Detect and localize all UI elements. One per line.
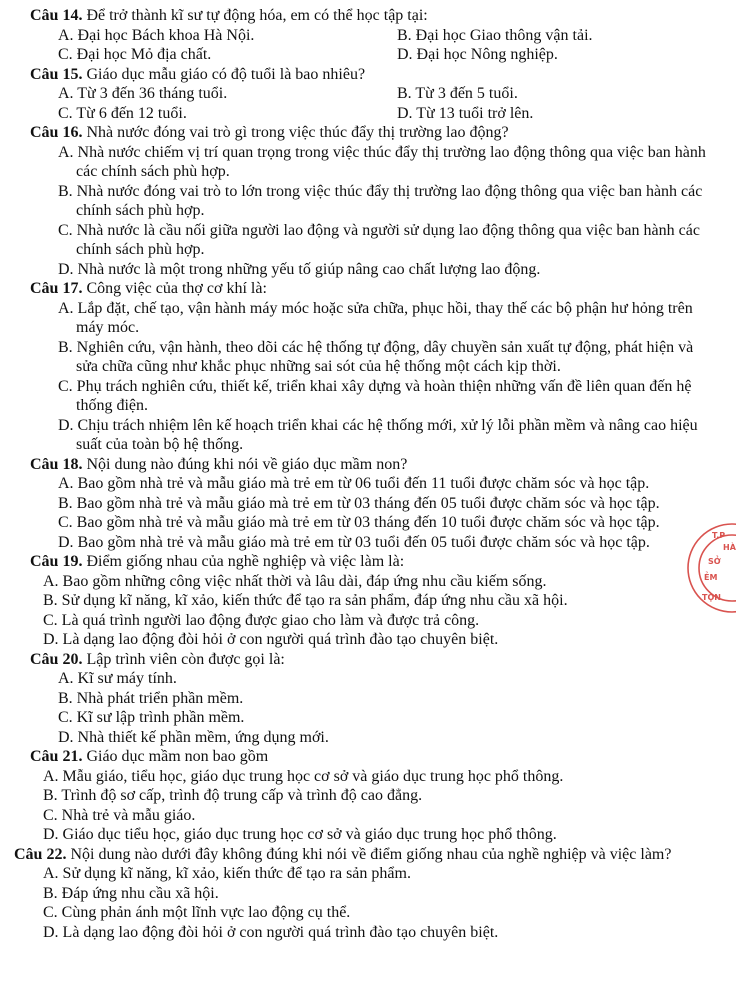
question-15 [0, 65, 736, 124]
question-number: Câu 14. [30, 7, 83, 24]
option-d: D. Giáo dục tiểu học, giáo dục trung học cơ sở và giáo dục trung học phổ thông. [43, 826, 557, 843]
question-number: Câu 16. [30, 124, 83, 141]
option-a: A. Sử dụng kĩ năng, kĩ xảo, kiến thức để tạo ra sản phẩm. [43, 865, 411, 882]
question-text: Để trở thành kĩ sư tự động hóa, em có thể học tập tại: [86, 7, 428, 24]
option-b: B. Từ 3 đến 5 tuổi. [397, 85, 518, 102]
question-text: Nhà nước đóng vai trò gì trong việc thúc đẩy thị trường lao động? [86, 124, 509, 141]
option-d: D. Chịu trách nhiệm lên kế hoạch triển khai các hệ thống mới, xử lý lỗi phần mềm và nâng cao hiệu suất của toàn bộ hệ thống. [58, 416, 698, 453]
stamp-text-right: HÀ [723, 543, 736, 552]
option-c: C. Nhà trẻ và mẫu giáo. [43, 806, 196, 824]
option-a: A. Nhà nước chiếm vị trí quan trọng trong việc thúc đẩy thị trường lao động thông qua việc ban hành các chính sách phù hợp. [58, 143, 706, 180]
stamp-text-bottom: TỌN [702, 593, 721, 602]
option-c: C. Là quá trình người lao động được giao cho làm và được trả công. [43, 611, 480, 629]
option-a: A. Kĩ sư máy tính. [58, 670, 177, 687]
question-text: Lập trình viên còn được gọi là: [86, 650, 285, 668]
question-22 [0, 845, 736, 943]
option-d: D. Là dạng lao động đòi hỏi ở con người quá trình đào tạo chuyên biệt. [43, 631, 499, 648]
question-number: Câu 19. [30, 553, 83, 570]
option-a: A. Bao gồm những công việc nhất thời và lâu dài, đáp ứng nhu cầu kiếm sống. [43, 572, 547, 590]
option-b: B. Trình độ sơ cấp, trình độ trung cấp và trình độ cao đẳng. [43, 787, 423, 804]
question-17 [0, 279, 736, 455]
question-text: Công việc của thợ cơ khí là: [86, 280, 267, 297]
option-c: C. Bao gồm nhà trẻ và mẫu giáo mà trẻ em từ 03 tháng đến 10 tuổi được chăm sóc và học tập. [58, 514, 660, 531]
official-stamp [668, 518, 736, 618]
option-d: D. Nhà nước là một trong những yếu tố giúp nâng cao chất lượng lao động. [58, 260, 541, 278]
option-d: D. Từ 13 tuổi trở lên. [397, 104, 534, 122]
question-21 [0, 747, 736, 845]
option-a: A. Mẫu giáo, tiểu học, giáo dục trung học cơ sở và giáo dục trung học phổ thông. [43, 767, 564, 785]
option-b: B. Sử dụng kĩ năng, kĩ xảo, kiến thức để tạo ra sản phẩm, đáp ứng nhu cầu xã hội. [43, 592, 568, 609]
question-18 [0, 455, 736, 553]
option-a: A. Lắp đặt, chế tạo, vận hành máy móc hoặc sửa chữa, phục hồi, thay thế các bộ phận hư hỏng trên máy móc. [58, 299, 693, 336]
question-text: Giáo dục mẫu giáo có độ tuổi là bao nhiêu? [86, 65, 366, 83]
option-c: C. Cùng phản ánh một lĩnh vực lao động cụ thể. [43, 904, 351, 921]
option-c: C. Đại học Mỏ địa chất. [58, 46, 212, 63]
option-c: C. Từ 6 đến 12 tuổi. [58, 104, 187, 122]
question-text: Nội dung nào dưới đây không đúng khi nói về điểm giống nhau của nghề nghiệp và việc làm? [70, 845, 672, 863]
option-a: A. Bao gồm nhà trẻ và mẫu giáo mà trẻ em từ 06 tuổi đến 11 tuổi được chăm sóc và học tập. [58, 475, 650, 492]
stamp-text-mid: SỞ [708, 557, 721, 566]
option-d: D. Nhà thiết kế phần mềm, ứng dụng mới. [58, 728, 329, 746]
question-text: Giáo dục mầm non bao gồm [86, 748, 269, 765]
question-text: Nội dung nào đúng khi nói về giáo dục mầm non? [86, 455, 408, 473]
option-c: C. Kĩ sư lập trình phần mềm. [58, 709, 245, 726]
option-b: B. Nhà nước đóng vai trò to lớn trong việc thúc đẩy thị trường lao động thông qua việc ban hành các chính sách phù hợp. [58, 182, 703, 219]
question-14 [0, 6, 736, 65]
option-b: B. Nghiên cứu, vận hành, theo dõi các hệ thống tự động, dây chuyền sản xuất tự động, phát hiện và sửa chữa cũng như khắc phục những sai sót của hệ thống một cách kịp thời. [58, 338, 694, 375]
option-b: B. Đáp ứng nhu cầu xã hội. [43, 884, 219, 902]
option-b: B. Đại học Giao thông vận tải. [397, 26, 593, 44]
question-number: Câu 15. [30, 65, 83, 83]
question-text: Điểm giống nhau của nghề nghiệp và việc làm là: [86, 553, 405, 570]
stamp-text-left: ẺM [704, 573, 718, 582]
question-number: Câu 21. [30, 748, 83, 765]
question-number: Câu 20. [30, 650, 83, 668]
question-19 [0, 552, 736, 650]
document-page [0, 6, 736, 942]
option-b: B. Bao gồm nhà trẻ và mẫu giáo mà trẻ em từ 03 tháng đến 05 tuổi được chăm sóc và học tập. [58, 494, 660, 512]
stamp-text-top: T.P [712, 531, 726, 540]
option-d: D. Bao gồm nhà trẻ và mẫu giáo mà trẻ em từ 03 tuổi đến 05 tuổi được chăm sóc và học tập. [58, 533, 650, 551]
option-a: A. Đại học Bách khoa Hà Nội. [58, 26, 255, 44]
option-d: D. Đại học Nông nghiệp. [397, 46, 558, 63]
question-20 [0, 650, 736, 748]
option-c: C. Nhà nước là cầu nối giữa người lao động và người sử dụng lao động thông qua việc ban hành các chính sách phù hợp. [58, 221, 700, 258]
option-c: C. Phụ trách nghiên cứu, thiết kế, triển khai xây dựng và hoàn thiện những vấn đề liên quan đến hệ thống điện. [58, 377, 692, 414]
option-b: B. Nhà phát triển phần mềm. [58, 689, 244, 707]
question-number: Câu 22. [14, 845, 67, 863]
option-d: D. Là dạng lao động đòi hỏi ở con người quá trình đào tạo chuyên biệt. [43, 923, 499, 941]
option-a: A. Từ 3 đến 36 tháng tuổi. [58, 85, 228, 102]
question-number: Câu 17. [30, 280, 83, 297]
question-number: Câu 18. [30, 455, 83, 473]
question-16 [0, 123, 736, 279]
